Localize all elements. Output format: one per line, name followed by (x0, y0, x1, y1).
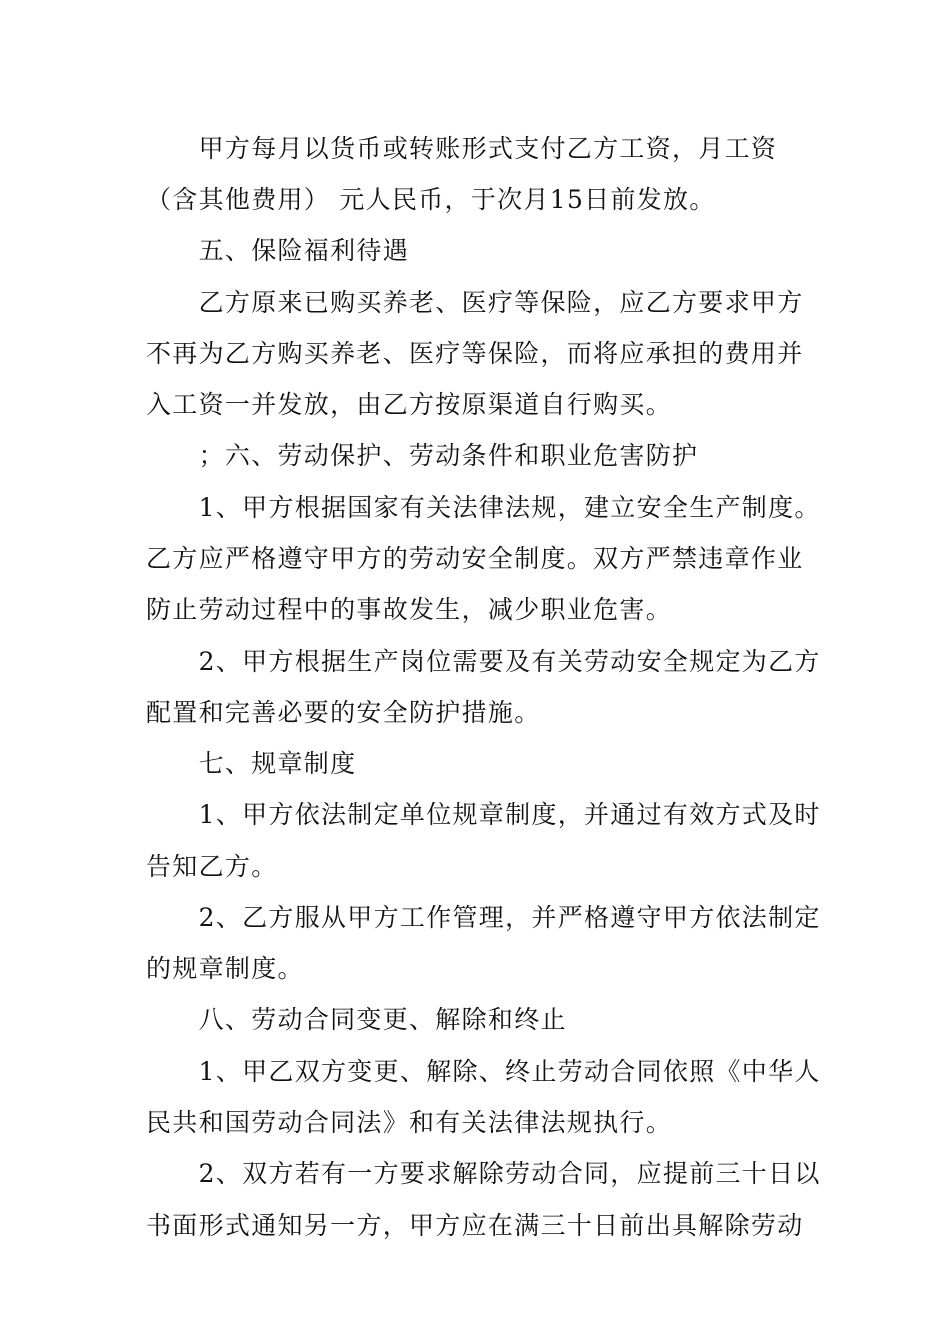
section-heading: 八、劳动合同变更、解除和终止 (146, 1005, 567, 1034)
text-line: 1、甲方依法制定单位规章制度，并通过有效方式及时 (146, 800, 821, 829)
text-line: 的规章制度。 (146, 954, 304, 983)
text-line: 乙方应严格遵守甲方的劳动安全制度。双方严禁违章作业 (146, 544, 804, 573)
text-line: 2、双方若有一方要求解除劳动合同，应提前三十日以 (146, 1159, 821, 1188)
text-line: 甲方每月以货币或转账形式支付乙方工资，月工资 (146, 134, 778, 163)
text-line: 不再为乙方购买养老、医疗等保险，而将应承担的费用并 (146, 339, 804, 368)
section-heading: 七、规章制度 (146, 749, 357, 778)
text-line: 2、乙方服从甲方工作管理，并严格遵守甲方依法制定 (146, 903, 821, 932)
text-line: 乙方原来已购买养老、医疗等保险，应乙方要求甲方 (146, 288, 804, 317)
text-line: 民共和国劳动合同法》和有关法律法规执行。 (146, 1108, 673, 1137)
section-heading: 五、保险福利待遇 (146, 236, 410, 265)
text-line: 书面形式通知另一方，甲方应在满三十日前出具解除劳动 (146, 1211, 804, 1240)
text-line: 入工资一并发放，由乙方按原渠道自行购买。 (146, 390, 673, 419)
text-line: 1、甲方根据国家有关法律法规，建立安全生产制度。 (146, 493, 821, 522)
text-line: 1、甲乙双方变更、解除、终止劳动合同依照《中华人 (146, 1057, 821, 1086)
text-line: 配置和完善必要的安全防护措施。 (146, 698, 541, 727)
text-line: 告知乙方。 (146, 852, 278, 881)
text-line: （含其他费用） 元人民币，于次月15日前发放。 (146, 185, 716, 214)
section-heading: ；六、劳动保护、劳动条件和职业危害防护 (146, 441, 699, 470)
text-line: 2、甲方根据生产岗位需要及有关劳动安全规定为乙方 (146, 647, 821, 676)
text-line: 防止劳动过程中的事故发生，减少职业危害。 (146, 595, 673, 624)
